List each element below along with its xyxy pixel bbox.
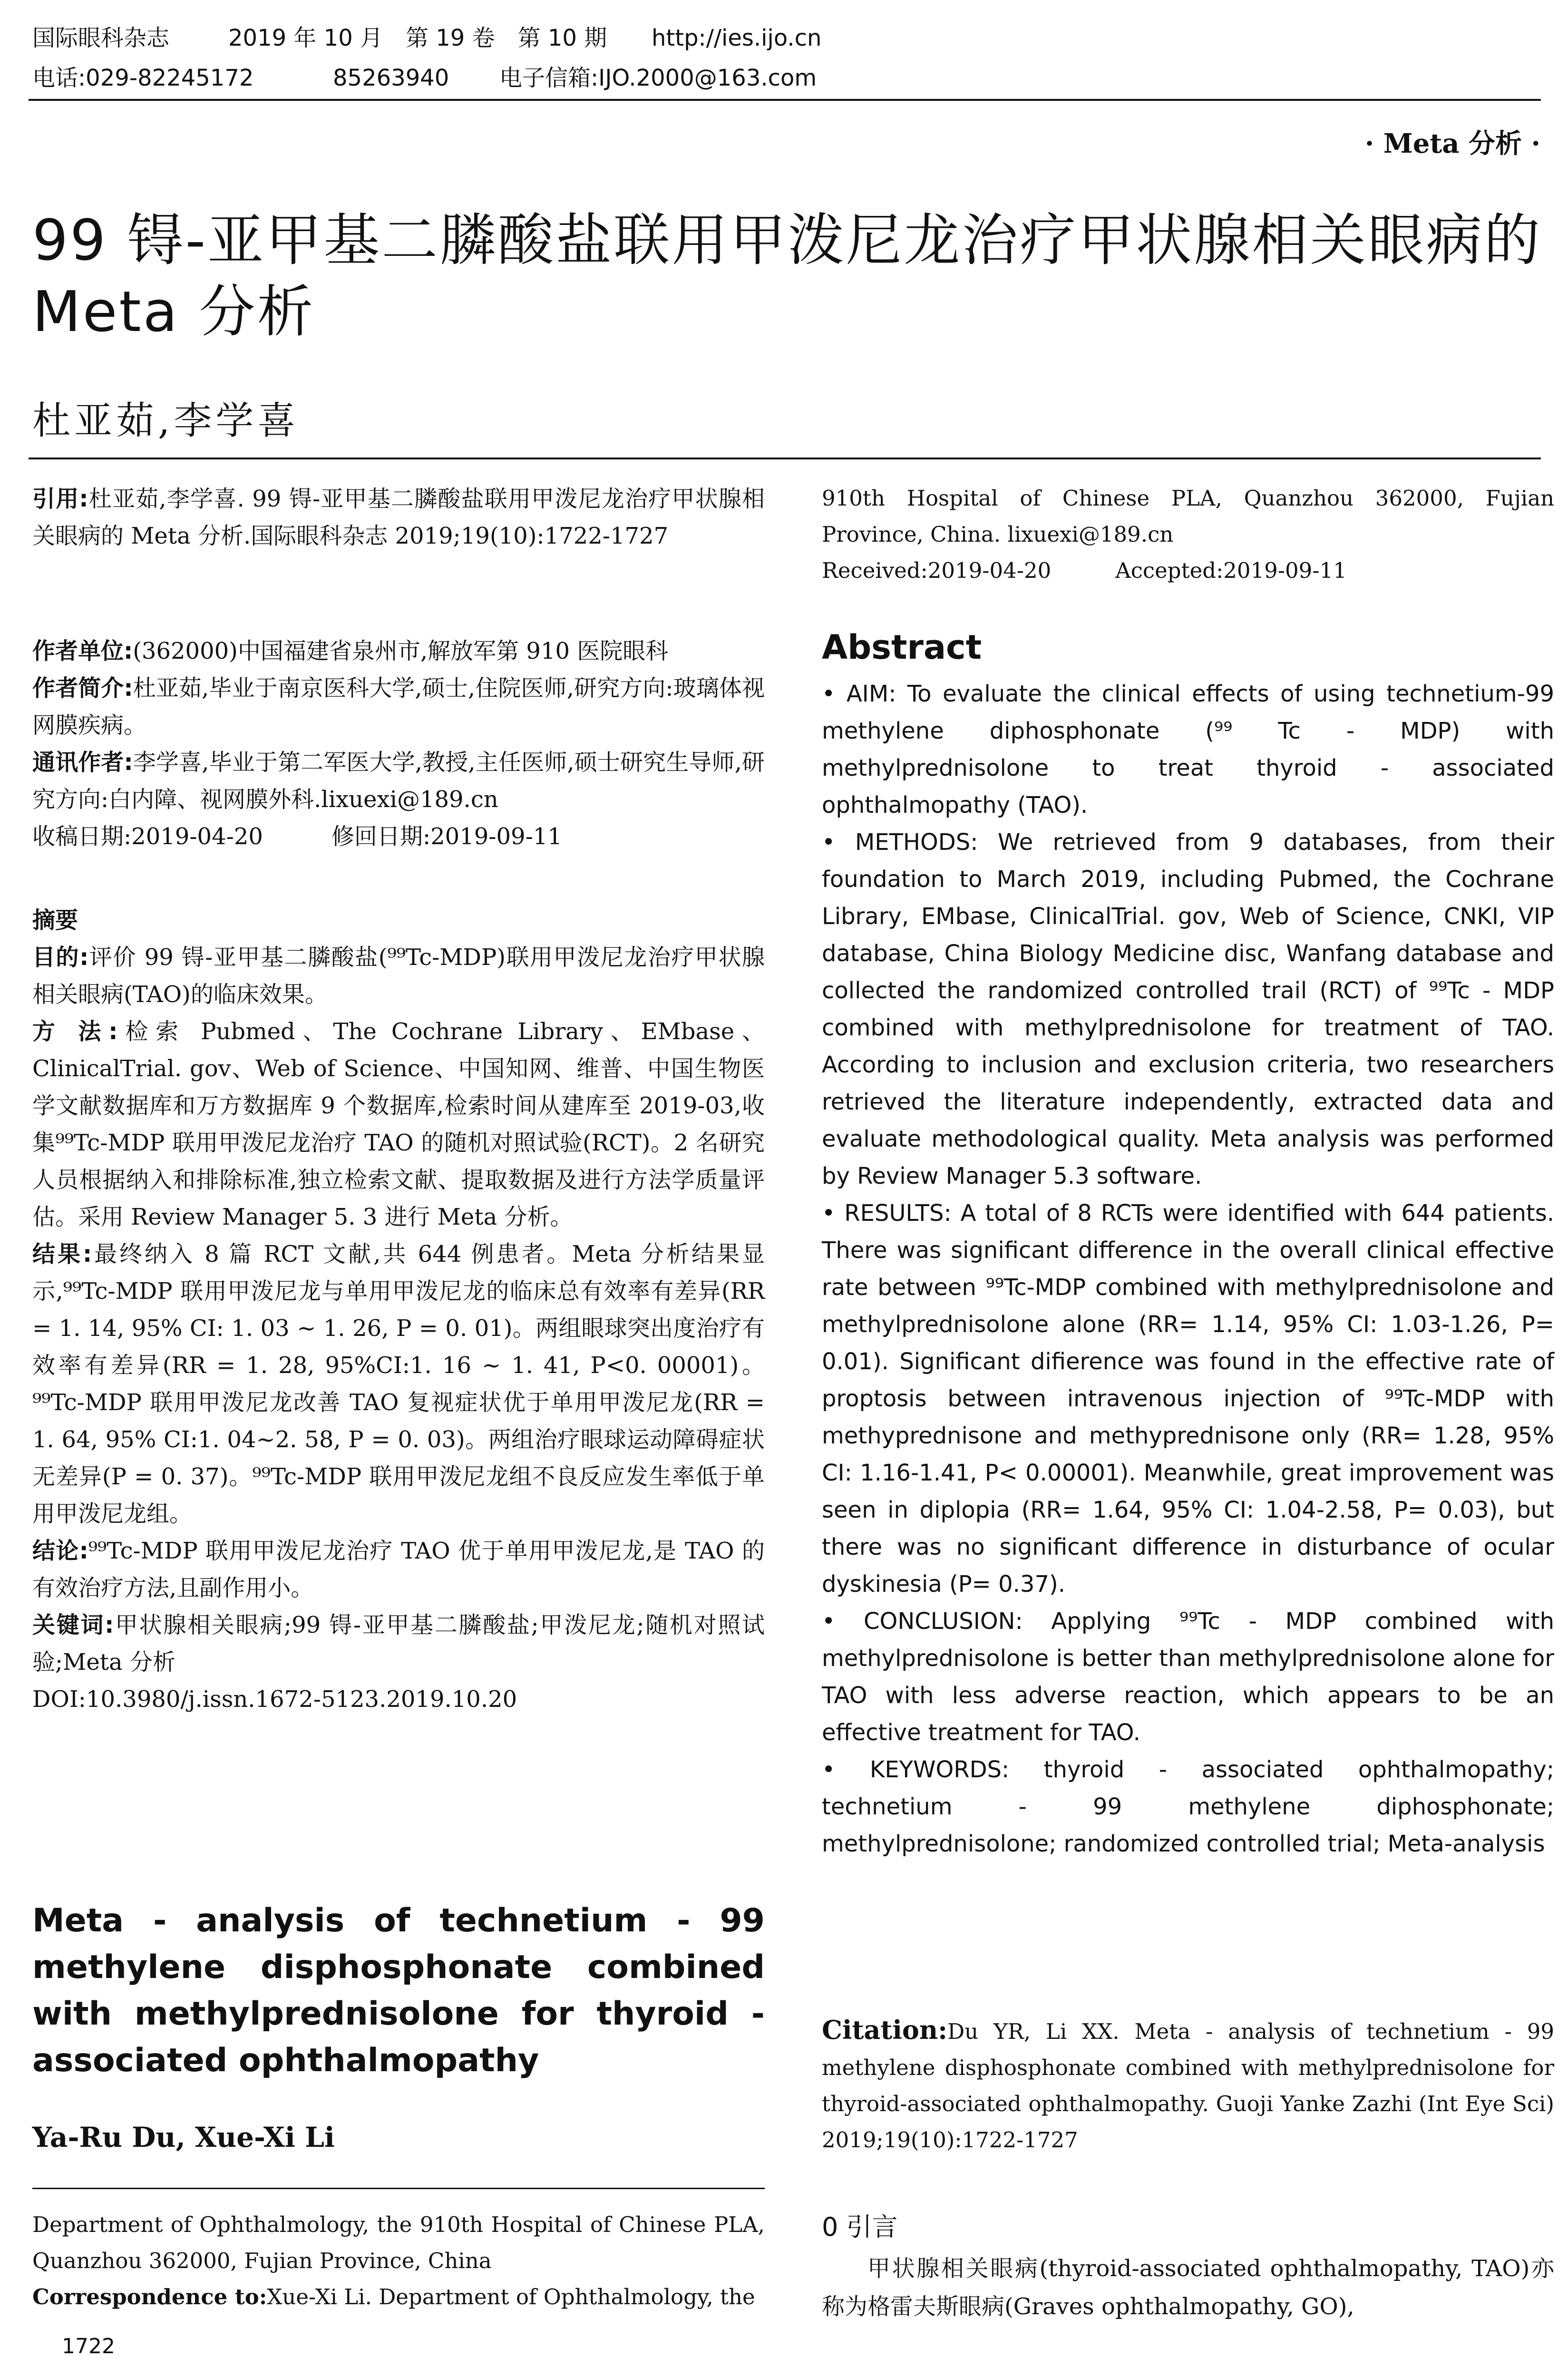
issue-info: 2019 年 10 月 第 19 卷 第 10 期 [228, 25, 607, 51]
methods-label-cn: 方 法: [32, 1018, 118, 1045]
title-cn: 99 锝-亚甲基二膦酸盐联用甲泼尼龙治疗甲状腺相关眼病的 Meta 分析 [32, 207, 1542, 344]
abstract-cn-heading: 摘要 [32, 907, 78, 934]
results-label-cn: 结果: [32, 1241, 92, 1267]
journal-name: 国际眼科杂志 [32, 25, 170, 51]
conclusion-label-cn: 结论: [32, 1538, 88, 1564]
bio-label: 作者简介: [32, 675, 133, 701]
corr-label-cn: 通讯作者: [32, 749, 133, 776]
corr-en: Xue-Xi Li. Department of Ophthalmology, the [267, 2284, 755, 2309]
intro-heading: 0 引言 [822, 2212, 898, 2242]
aim-cn: 评价 99 锝-亚甲基二膦酸盐(⁹⁹Tc-MDP)联用甲泼尼龙治疗甲状腺相关眼病(TAO)的临床效果。 [32, 944, 765, 1008]
affil-rule [32, 2188, 765, 2189]
accepted-en: Accepted:2019-09-11 [1115, 558, 1347, 583]
bio-text: 杜亚茹,毕业于南京医科大学,硕士,住院医师,研究方向:玻璃体视网膜疾病。 [32, 675, 765, 739]
citation-cn [32, 480, 765, 555]
section-label: · Meta 分析 · [1364, 128, 1540, 159]
corr-en-cont: 910th Hospital of Chinese PLA, Quanzhou 362000, Fujian Province, China. lixuexi@189.cn [822, 486, 1554, 547]
doi[interactable]: DOI:10.3980/j.issn.1672-5123.2019.10.20 [32, 1686, 517, 1713]
affiliation-en-cont [822, 480, 1554, 589]
phone: 电话:029-82245172 [32, 65, 254, 91]
citation-cn-label: 引用: [32, 486, 88, 512]
received-en: Received:2019-04-20 [822, 558, 1052, 583]
keywords-en: • KEYWORDS: thyroid - associated ophthalmopathy; technetium - 99 methylene diphosphonate; methylprednisolone; randomized controlled trial; Meta-analysis [822, 1756, 1554, 1857]
unit-label: 作者单位: [32, 638, 133, 664]
conclusion-cn: ⁹⁹Tc-MDP 联用甲泼尼龙治疗 TAO 优于单用甲泼尼龙,是 TAO 的有效治疗方法,且副作用小。 [32, 1538, 765, 1601]
abstract-cn [32, 902, 765, 1718]
title-en: Meta - analysis of technetium - 99 methylene disphosphonate combined with methylprednisolone for thyroid - associated ophthalmopathy [32, 1902, 765, 2079]
methods-cn: 检索 Pubmed、The Cochrane Library、EMbase、ClinicalTrial. gov、Web of Science、中国知网、维普、中国生物医学文献数据库和万方数据库 9 个数据库,检索时间从建库至 2019-03,收集⁹⁹Tc-MDP 联用甲泼尼龙治疗 TAO 的随机对照试验(RCT)。2 名研究人员根据纳入和排除标准,独立检索文献、提取数据及进行方法学质量评估。采用 Review Manager 5. 3 进行 Meta 分析。 [32, 1018, 765, 1230]
citation-cn-text: 杜亚茹,李学喜. 99 锝-亚甲基二膦酸盐联用甲泼尼龙治疗甲状腺相关眼病的 Meta 分析.国际眼科杂志 2019;19(10):1722-1727 [32, 486, 765, 549]
aim-label-cn: 目的: [32, 944, 89, 971]
citation-en [822, 2012, 1554, 2158]
received-cn: 收稿日期:2019-04-20 [32, 823, 263, 850]
phone-2: 85263940 [333, 65, 449, 91]
unit-text: (362000)中国福建省泉州市,解放军第 910 医院眼科 [133, 638, 669, 664]
authors-en: Ya-Ru Du, Xue-Xi Li [32, 2121, 335, 2153]
citation-en-label: Citation: [822, 2015, 948, 2045]
intro-text: 甲状腺相关眼病(thyroid-associated ophthalmopathy, TAO)亦称为格雷夫斯眼病(Graves ophthalmopathy, GO), [822, 2255, 1554, 2320]
results-cn: 最终纳入 8 篇 RCT 文献,共 644 例患者。Meta 分析结果显示,⁹⁹Tc-MDP 联用甲泼尼龙与单用甲泼尼龙的临床总有效率有差异(RR = 1. 14, 95% CI: 1. 03 ~ 1. 26, P = 0. 01)。两组眼球突出度治疗有效率有差异(RR = 1. 28, 95%CI:1. 16 ~ 1. 41, P<0. 00001)。⁹⁹Tc-MDP 联用甲泼尼龙改善 TAO 复视症状优于单用甲泼尼龙(RR = 1. 64, 95% CI:1. 04~2. 58, P = 0. 03)。两组治疗眼球运动障碍症状无差异(P = 0. 37)。⁹⁹Tc-MDP 联用甲泼尼龙组不良反应发生率低于单用甲泼尼龙组。 [32, 1241, 765, 1527]
corr-label-en: Correspondence to: [32, 2284, 267, 2309]
keywords-label-cn: 关键词: [32, 1612, 114, 1638]
page-number: 1722 [62, 2334, 115, 2358]
dept-en: Department of Ophthalmology, the 910th Hospital of Chinese PLA, Quanzhou 362000, Fujian Province, China [32, 2212, 765, 2273]
email[interactable]: 电子信箱:IJO.2000@163.com [499, 65, 817, 91]
title-rule [29, 458, 1541, 459]
abstract-en-heading: Abstract [822, 628, 982, 667]
abstract-en [822, 675, 1554, 1862]
affiliation-en [32, 2207, 765, 2315]
keywords-cn: 甲状腺相关眼病;99 锝-亚甲基二膦酸盐;甲泼尼龙;随机对照试验;Meta 分析 [32, 1612, 765, 1676]
authors-cn: 杜亚茹,李学喜 [32, 399, 300, 443]
methods-en: • METHODS: We retrieved from 9 databases, from their foundation to March 2019, including Pubmed, the Cochrane Library, EMbase, ClinicalTrial. gov, Web of Science, CNKI, VIP database, China Biology Medicine disc, Wanfang database and collected the randomized controlled trail (RCT) of ⁹⁹Tc - MDP combined with methylprednisolone for treatment of TAO. According to inclusion and exclusion criteria, two researchers retrieved the literature independently, extracted data and evaluate methodological quality. Meta analysis was performed by Review Manager 5.3 software. [822, 829, 1554, 1189]
conclusion-en: • CONCLUSION: Applying ⁹⁹Tc - MDP combined with methylprednisolone is better than methylprednisolone alone for TAO with less adverse reaction, which appears to be an effective treatment for TAO. [822, 1608, 1554, 1746]
corr-text-cn: 李学喜,毕业于第二军医大学,教授,主任医师,硕士研究生导师,研究方向:白内障、视网膜外科.lixuexi@189.cn [32, 749, 765, 813]
citation-en-text: Du YR, Li XX. Meta - analysis of technetium - 99 methylene disphosphonate combined with methylprednisolone for thyroid-associated ophthalmopathy. Guoji Yanke Zazhi (Int Eye Sci) 2019;19(10):1722-1727 [822, 2019, 1554, 2153]
results-en: • RESULTS: A total of 8 RCTs were identified with 644 patients. There was significant difference in the overall clinical effective rate between ⁹⁹Tc-MDP combined with methylprednisolone and methylprednisolone alone (RR= 1.14, 95% CI: 1.03-1.26, P= 0.01). Significant difierence was found in the effective rate of proptosis between intravenous injection of ⁹⁹Tc-MDP with methyprednisone and methyprednisone only (RR= 1.28, 95% CI: 1.16-1.41, P< 0.00001). Meanwhile, great improvement was seen in diplopia (RR= 1.64, 95% CI: 1.04-2.58, P= 0.03), but there was no significant difference in disturbance of ocular dyskinesia (P= 0.37). [822, 1200, 1554, 1598]
journal-url[interactable]: http://ies.ijo.cn [652, 25, 822, 51]
revised-cn: 修回日期:2019-09-11 [331, 823, 562, 850]
header-rule [29, 99, 1541, 101]
affiliation-cn [32, 633, 765, 855]
aim-en: • AIM: To evaluate the clinical effects of using technetium-99 methylene diphosphonate (⁹⁹ Tc - MDP) with methylprednisolone to treat thyroid - associated ophthalmopathy (TAO). [822, 681, 1554, 818]
